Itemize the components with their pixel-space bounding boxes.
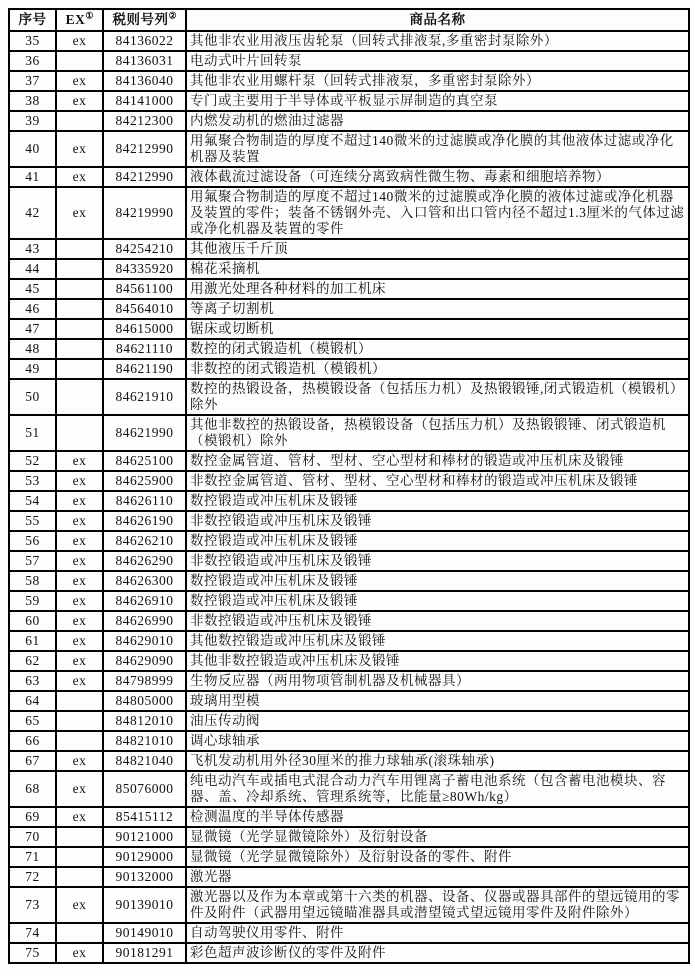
cell-ex: ex (56, 571, 103, 591)
cell-name: 检测温度的半导体传感器 (186, 807, 689, 827)
cell-ex: ex (56, 591, 103, 611)
table-row (9, 611, 689, 631)
cell-name: 数控锻造或冲压机床及锻锤 (186, 531, 689, 551)
table-row (9, 491, 689, 511)
cell-seq: 59 (9, 591, 56, 611)
cell-seq: 64 (9, 691, 56, 711)
cell-code: 90139010 (103, 887, 186, 923)
cell-ex (56, 691, 103, 711)
cell-seq: 55 (9, 511, 56, 531)
table-row (9, 731, 689, 751)
cell-name: 专门或主要用于半导体或平板显示屏制造的真空泵 (186, 91, 689, 111)
cell-ex: ex (56, 91, 103, 111)
cell-ex (56, 319, 103, 339)
header-code (103, 9, 186, 31)
cell-name: 液体截流过滤设备（可连续分离致病性微生物、毒素和细胞培养物） (186, 167, 689, 187)
cell-code: 84136040 (103, 71, 186, 91)
cell-name: 非数控的闭式锻造机（模锻机） (186, 359, 689, 379)
table-row (9, 259, 689, 279)
cell-name: 其他液压千斤顶 (186, 239, 689, 259)
cell-seq: 36 (9, 51, 56, 71)
cell-name: 内燃发动机的燃油过滤器 (186, 111, 689, 131)
cell-ex: ex (56, 611, 103, 631)
cell-seq: 70 (9, 827, 56, 847)
cell-code: 84212990 (103, 167, 186, 187)
table-row (9, 31, 689, 51)
cell-name: 用氟聚合物制造的厚度不超过140微米的过滤膜或净化膜的其他液体过滤或净化机器及装置 (186, 131, 689, 167)
cell-code: 84821040 (103, 751, 186, 771)
header-code-label: 税则号列 (112, 12, 169, 27)
cell-seq: 60 (9, 611, 56, 631)
cell-seq: 49 (9, 359, 56, 379)
cell-name: 激光器 (186, 867, 689, 887)
table-row (9, 111, 689, 131)
cell-name: 非数控金属管道、管材、型材、空心型材和棒材的锻造或冲压机床及锻锤 (186, 471, 689, 491)
cell-ex: ex (56, 671, 103, 691)
cell-code: 84335920 (103, 259, 186, 279)
cell-seq: 62 (9, 651, 56, 671)
table-row (9, 415, 689, 451)
cell-code: 84621990 (103, 415, 186, 451)
cell-seq: 67 (9, 751, 56, 771)
cell-ex: ex (56, 943, 103, 963)
table-row (9, 943, 689, 963)
cell-ex: ex (56, 31, 103, 51)
cell-seq: 46 (9, 299, 56, 319)
cell-name: 用氟聚合物制造的厚度不超过140微米的过滤膜或净化膜的液体过滤或净化机器及装置的零件；装备不锈钢外壳、入口管和出口管内径不超过1.3厘米的气体过滤或净化机器及装置的零件 (186, 187, 689, 239)
cell-seq: 54 (9, 491, 56, 511)
cell-seq: 45 (9, 279, 56, 299)
cell-name: 自动驾驶仪用零件、附件 (186, 923, 689, 943)
cell-ex (56, 299, 103, 319)
cell-code: 90181291 (103, 943, 186, 963)
cell-code: 84615000 (103, 319, 186, 339)
table-row (9, 379, 689, 415)
cell-seq: 72 (9, 867, 56, 887)
cell-ex (56, 923, 103, 943)
cell-code: 84812010 (103, 711, 186, 731)
cell-code: 84626290 (103, 551, 186, 571)
cell-name: 纯电动汽车或插电式混合动力汽车用锂离子蓄电池系统（包含蓄电池模块、容器、盖、冷却系统、管理系统等，比能量≥80Wh/kg） (186, 771, 689, 807)
cell-code: 84626210 (103, 531, 186, 551)
table-row (9, 631, 689, 651)
cell-name: 其他非数控的热锻设备，热模锻设备（包括压力机）及热锻锻锤、闭式锻造机（模锻机）除外 (186, 415, 689, 451)
cell-code: 84629010 (103, 631, 186, 651)
cell-seq: 58 (9, 571, 56, 591)
cell-code: 84141000 (103, 91, 186, 111)
table-row (9, 847, 689, 867)
cell-seq: 47 (9, 319, 56, 339)
cell-code: 84254210 (103, 239, 186, 259)
cell-ex (56, 847, 103, 867)
cell-name: 油压传动阀 (186, 711, 689, 731)
cell-code: 90121000 (103, 827, 186, 847)
cell-code: 84621110 (103, 339, 186, 359)
cell-seq: 73 (9, 887, 56, 923)
cell-code: 84136022 (103, 31, 186, 51)
cell-ex (56, 239, 103, 259)
cell-name: 调心球轴承 (186, 731, 689, 751)
cell-code: 84821010 (103, 731, 186, 751)
cell-ex: ex (56, 651, 103, 671)
cell-seq: 57 (9, 551, 56, 571)
cell-code: 84212990 (103, 131, 186, 167)
cell-ex: ex (56, 187, 103, 239)
cell-code: 84212300 (103, 111, 186, 131)
cell-name: 数控锻造或冲压机床及锻锤 (186, 571, 689, 591)
cell-code: 84798999 (103, 671, 186, 691)
table-row (9, 187, 689, 239)
cell-seq: 50 (9, 379, 56, 415)
cell-code: 90132000 (103, 867, 186, 887)
cell-name: 其他非数控锻造或冲压机床及锻锤 (186, 651, 689, 671)
cell-name: 电动式叶片回转泵 (186, 51, 689, 71)
table-row (9, 239, 689, 259)
cell-name: 等离子切割机 (186, 299, 689, 319)
cell-ex: ex (56, 751, 103, 771)
cell-ex: ex (56, 451, 103, 471)
table-body (9, 31, 689, 963)
cell-name: 用激光处理各种材料的加工机床 (186, 279, 689, 299)
cell-ex: ex (56, 131, 103, 167)
table-row (9, 511, 689, 531)
cell-name: 玻璃用型模 (186, 691, 689, 711)
cell-seq: 44 (9, 259, 56, 279)
table-row (9, 751, 689, 771)
table-row (9, 867, 689, 887)
cell-seq: 75 (9, 943, 56, 963)
cell-name: 其他非农业用螺杆泵（回转式排液泵，多重密封泵除外） (186, 71, 689, 91)
header-name (186, 9, 689, 31)
cell-ex: ex (56, 531, 103, 551)
cell-code: 90129000 (103, 847, 186, 867)
cell-name: 锯床或切断机 (186, 319, 689, 339)
tariff-table (8, 8, 690, 964)
cell-seq: 53 (9, 471, 56, 491)
cell-code: 90149010 (103, 923, 186, 943)
cell-name: 显微镜（光学显微镜除外）及衍射设备的零件、附件 (186, 847, 689, 867)
cell-ex (56, 867, 103, 887)
table-row (9, 923, 689, 943)
cell-code: 85415112 (103, 807, 186, 827)
table-row (9, 651, 689, 671)
cell-name: 非数控锻造或冲压机床及锻锤 (186, 511, 689, 531)
table-row (9, 359, 689, 379)
cell-ex (56, 51, 103, 71)
cell-seq: 56 (9, 531, 56, 551)
cell-seq: 39 (9, 111, 56, 131)
table-row (9, 711, 689, 731)
cell-name: 飞机发动机用外径30厘米的推力球轴承(滚珠轴承) (186, 751, 689, 771)
table-row (9, 339, 689, 359)
cell-seq: 43 (9, 239, 56, 259)
table-row (9, 167, 689, 187)
cell-ex (56, 111, 103, 131)
cell-ex (56, 339, 103, 359)
cell-ex: ex (56, 71, 103, 91)
cell-code: 84625100 (103, 451, 186, 471)
cell-name: 数控锻造或冲压机床及锻锤 (186, 591, 689, 611)
table-row (9, 807, 689, 827)
header-ex-label: EX (65, 12, 86, 27)
cell-ex: ex (56, 167, 103, 187)
cell-ex (56, 415, 103, 451)
header-seq (9, 9, 56, 31)
cell-seq: 51 (9, 415, 56, 451)
cell-name: 其他数控锻造或冲压机床及锻锤 (186, 631, 689, 651)
cell-code: 84621190 (103, 359, 186, 379)
table-row (9, 571, 689, 591)
cell-ex: ex (56, 511, 103, 531)
cell-ex (56, 379, 103, 415)
table-row (9, 471, 689, 491)
cell-name: 生物反应器（两用物项管制机器及机械器具） (186, 671, 689, 691)
cell-ex: ex (56, 631, 103, 651)
cell-name: 数控的热锻设备，热模锻设备（包括压力机）及热锻锻锤,闭式锻造机（模锻机）除外 (186, 379, 689, 415)
cell-name: 彩色超声波诊断仪的零件及附件 (186, 943, 689, 963)
cell-code: 84626990 (103, 611, 186, 631)
cell-code: 84136031 (103, 51, 186, 71)
cell-name: 非数控锻造或冲压机床及锻锤 (186, 611, 689, 631)
cell-seq: 74 (9, 923, 56, 943)
cell-seq: 40 (9, 131, 56, 167)
table-row (9, 671, 689, 691)
header-name-label: 商品名称 (409, 12, 466, 27)
table-row (9, 451, 689, 471)
table-row (9, 827, 689, 847)
cell-seq: 61 (9, 631, 56, 651)
table-row (9, 531, 689, 551)
cell-ex (56, 279, 103, 299)
table-row (9, 279, 689, 299)
cell-name: 数控金属管道、管材、型材、空心型材和棒材的锻造或冲压机床及锻锤 (186, 451, 689, 471)
cell-code: 84564010 (103, 299, 186, 319)
table-row (9, 771, 689, 807)
cell-ex: ex (56, 771, 103, 807)
cell-code: 84626190 (103, 511, 186, 531)
cell-code: 84219990 (103, 187, 186, 239)
header-ex (56, 9, 103, 31)
cell-name: 其他非农业用液压齿轮泵（回转式排液泵,多重密封泵除外） (186, 31, 689, 51)
cell-seq: 66 (9, 731, 56, 751)
footnote-marker-2: ② (168, 10, 177, 21)
cell-ex (56, 359, 103, 379)
cell-seq: 42 (9, 187, 56, 239)
cell-name: 数控的闭式锻造机（模锻机） (186, 339, 689, 359)
cell-seq: 52 (9, 451, 56, 471)
cell-ex: ex (56, 471, 103, 491)
table-row (9, 691, 689, 711)
header-seq-label: 序号 (18, 12, 47, 27)
cell-ex: ex (56, 491, 103, 511)
table-row (9, 299, 689, 319)
cell-ex (56, 711, 103, 731)
cell-ex (56, 259, 103, 279)
cell-seq: 38 (9, 91, 56, 111)
cell-code: 84626300 (103, 571, 186, 591)
cell-name: 非数控锻造或冲压机床及锻锤 (186, 551, 689, 571)
cell-name: 数控锻造或冲压机床及锻锤 (186, 491, 689, 511)
cell-ex (56, 827, 103, 847)
cell-name: 激光器以及作为本章或第十六类的机器、设备、仪器或器具部件的望远镜用的零件及附件（武器用望远镜瞄准器具或潜望镜式望远镜用零件及附件除外） (186, 887, 689, 923)
cell-ex: ex (56, 807, 103, 827)
cell-code: 84626110 (103, 491, 186, 511)
cell-ex (56, 731, 103, 751)
cell-seq: 48 (9, 339, 56, 359)
cell-code: 84629090 (103, 651, 186, 671)
cell-code: 84625900 (103, 471, 186, 491)
footnote-marker-1: ① (85, 10, 94, 21)
cell-seq: 69 (9, 807, 56, 827)
table-row (9, 319, 689, 339)
cell-seq: 37 (9, 71, 56, 91)
cell-ex: ex (56, 887, 103, 923)
table-row (9, 131, 689, 167)
cell-name: 显微镜（光学显微镜除外）及衍射设备 (186, 827, 689, 847)
table-row (9, 591, 689, 611)
table-header-row (9, 9, 689, 31)
cell-seq: 63 (9, 671, 56, 691)
cell-seq: 68 (9, 771, 56, 807)
cell-ex: ex (56, 551, 103, 571)
table-row (9, 887, 689, 923)
cell-code: 84626910 (103, 591, 186, 611)
cell-code: 84805000 (103, 691, 186, 711)
cell-name: 棉花采摘机 (186, 259, 689, 279)
cell-code: 84561100 (103, 279, 186, 299)
cell-code: 85076000 (103, 771, 186, 807)
cell-seq: 65 (9, 711, 56, 731)
table-row (9, 71, 689, 91)
cell-seq: 35 (9, 31, 56, 51)
table-row (9, 551, 689, 571)
cell-seq: 41 (9, 167, 56, 187)
cell-code: 84621910 (103, 379, 186, 415)
table-row (9, 91, 689, 111)
table-row (9, 51, 689, 71)
cell-seq: 71 (9, 847, 56, 867)
